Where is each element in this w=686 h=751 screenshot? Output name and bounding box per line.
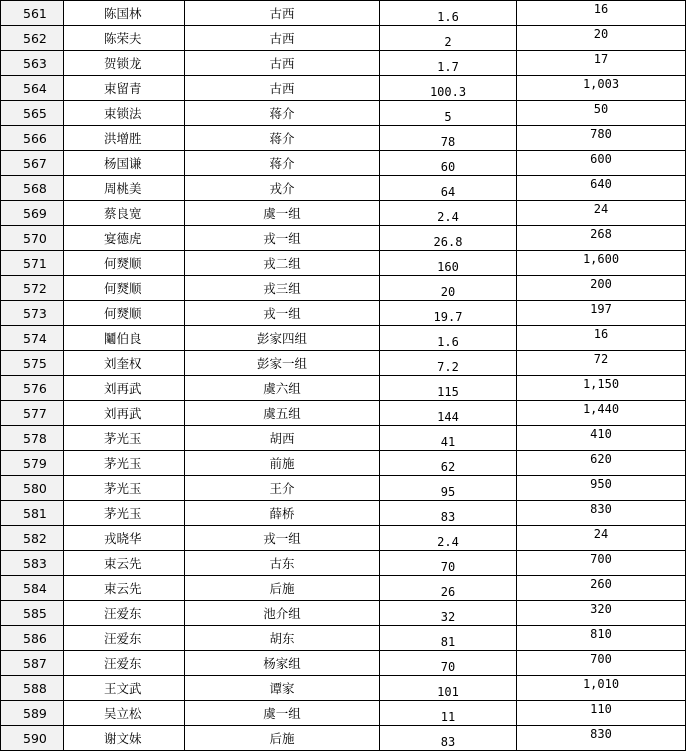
table-row: [1, 626, 686, 651]
area-value-cell: 101: [380, 676, 517, 701]
location-cell: 戎二组: [185, 251, 380, 276]
amount-value-cell: 600: [517, 151, 686, 176]
location-cell: 谭家: [185, 676, 380, 701]
row-number-cell: 577: [1, 401, 64, 426]
row-number-cell: 585: [1, 601, 64, 626]
amount-value-cell: 830: [517, 501, 686, 526]
row-number-cell: 571: [1, 251, 64, 276]
area-value-cell: 2: [380, 26, 517, 51]
amount-value-cell: 1,440: [517, 401, 686, 426]
row-number-cell: 570: [1, 226, 64, 251]
owner-name-cell: 蔡良宽: [64, 201, 185, 226]
location-cell: 虞六组: [185, 376, 380, 401]
owner-name-cell: 陈国林: [64, 1, 185, 26]
amount-value-cell: 620: [517, 451, 686, 476]
table-row: [1, 551, 686, 576]
amount-value-cell: 410: [517, 426, 686, 451]
location-cell: 胡西: [185, 426, 380, 451]
owner-name-cell: 汪爱东: [64, 651, 185, 676]
location-cell: 后施: [185, 576, 380, 601]
row-number-cell: 588: [1, 676, 64, 701]
table-row: [1, 526, 686, 551]
table-row: [1, 51, 686, 76]
area-value-cell: 2.4: [380, 201, 517, 226]
amount-value-cell: 268: [517, 226, 686, 251]
table-row: [1, 151, 686, 176]
row-number-cell: 576: [1, 376, 64, 401]
records-table-body: [1, 1, 686, 751]
table-row: [1, 176, 686, 201]
area-value-cell: 70: [380, 651, 517, 676]
row-number-cell: 578: [1, 426, 64, 451]
table-row: [1, 401, 686, 426]
amount-value-cell: 830: [517, 726, 686, 751]
row-number-cell: 587: [1, 651, 64, 676]
location-cell: 虞五组: [185, 401, 380, 426]
table-row: [1, 276, 686, 301]
location-cell: 古西: [185, 1, 380, 26]
location-cell: 前施: [185, 451, 380, 476]
amount-value-cell: 200: [517, 276, 686, 301]
owner-name-cell: 吴立松: [64, 701, 185, 726]
area-value-cell: 60: [380, 151, 517, 176]
area-value-cell: 144: [380, 401, 517, 426]
row-number-cell: 584: [1, 576, 64, 601]
row-number-cell: 574: [1, 326, 64, 351]
amount-value-cell: 20: [517, 26, 686, 51]
table-row: [1, 201, 686, 226]
owner-name-cell: 刘再武: [64, 401, 185, 426]
owner-name-cell: 陈荣夫: [64, 26, 185, 51]
owner-name-cell: 何燹顺: [64, 276, 185, 301]
owner-name-cell: 周桃美: [64, 176, 185, 201]
table-row: [1, 726, 686, 751]
table-row: [1, 451, 686, 476]
row-number-cell: 572: [1, 276, 64, 301]
table-row: [1, 576, 686, 601]
row-number-cell: 567: [1, 151, 64, 176]
table-row: [1, 501, 686, 526]
row-number-cell: 575: [1, 351, 64, 376]
amount-value-cell: 810: [517, 626, 686, 651]
amount-value-cell: 50: [517, 101, 686, 126]
owner-name-cell: 洪增胜: [64, 126, 185, 151]
area-value-cell: 41: [380, 426, 517, 451]
area-value-cell: 1.7: [380, 51, 517, 76]
row-number-cell: 568: [1, 176, 64, 201]
table-row: [1, 26, 686, 51]
amount-value-cell: 17: [517, 51, 686, 76]
area-value-cell: 78: [380, 126, 517, 151]
amount-value-cell: 1,600: [517, 251, 686, 276]
area-value-cell: 1.6: [380, 1, 517, 26]
owner-name-cell: 汪爱东: [64, 601, 185, 626]
owner-name-cell: 刘奎权: [64, 351, 185, 376]
location-cell: 戎一组: [185, 526, 380, 551]
location-cell: 蒋介: [185, 126, 380, 151]
owner-name-cell: 刘再武: [64, 376, 185, 401]
table-row: [1, 226, 686, 251]
location-cell: 古西: [185, 51, 380, 76]
row-number-cell: 589: [1, 701, 64, 726]
table-row: [1, 101, 686, 126]
row-number-cell: 566: [1, 126, 64, 151]
table-row: [1, 376, 686, 401]
location-cell: 胡东: [185, 626, 380, 651]
area-value-cell: 7.2: [380, 351, 517, 376]
area-value-cell: 100.3: [380, 76, 517, 101]
amount-value-cell: 197: [517, 301, 686, 326]
table-row: [1, 351, 686, 376]
amount-value-cell: 1,010: [517, 676, 686, 701]
location-cell: 古西: [185, 26, 380, 51]
location-cell: 虞一组: [185, 201, 380, 226]
area-value-cell: 1.6: [380, 326, 517, 351]
owner-name-cell: 束云先: [64, 551, 185, 576]
area-value-cell: 11: [380, 701, 517, 726]
area-value-cell: 26: [380, 576, 517, 601]
location-cell: 戎三组: [185, 276, 380, 301]
row-number-cell: 590: [1, 726, 64, 751]
amount-value-cell: 1,003: [517, 76, 686, 101]
area-value-cell: 2.4: [380, 526, 517, 551]
area-value-cell: 26.8: [380, 226, 517, 251]
table-row: [1, 676, 686, 701]
row-number-cell: 565: [1, 101, 64, 126]
table-row: [1, 326, 686, 351]
area-value-cell: 20: [380, 276, 517, 301]
table-row: [1, 601, 686, 626]
row-number-cell: 569: [1, 201, 64, 226]
owner-name-cell: 茅光玉: [64, 451, 185, 476]
location-cell: 戎介: [185, 176, 380, 201]
row-number-cell: 564: [1, 76, 64, 101]
table-row: [1, 476, 686, 501]
table-row: [1, 1, 686, 26]
amount-value-cell: 700: [517, 551, 686, 576]
row-number-cell: 580: [1, 476, 64, 501]
amount-value-cell: 24: [517, 201, 686, 226]
location-cell: 薛桥: [185, 501, 380, 526]
owner-name-cell: 茅光玉: [64, 476, 185, 501]
area-value-cell: 70: [380, 551, 517, 576]
location-cell: 杨家组: [185, 651, 380, 676]
amount-value-cell: 700: [517, 651, 686, 676]
location-cell: 蒋介: [185, 101, 380, 126]
area-value-cell: 32: [380, 601, 517, 626]
location-cell: 蒋介: [185, 151, 380, 176]
location-cell: 彭家四组: [185, 326, 380, 351]
location-cell: 王介: [185, 476, 380, 501]
owner-name-cell: 何燹顺: [64, 251, 185, 276]
table-row: [1, 76, 686, 101]
amount-value-cell: 780: [517, 126, 686, 151]
owner-name-cell: 茅光玉: [64, 426, 185, 451]
row-number-cell: 563: [1, 51, 64, 76]
area-value-cell: 95: [380, 476, 517, 501]
owner-name-cell: 谢文妹: [64, 726, 185, 751]
table-row: [1, 126, 686, 151]
location-cell: 古东: [185, 551, 380, 576]
location-cell: 戎一组: [185, 301, 380, 326]
owner-name-cell: 何燹顺: [64, 301, 185, 326]
owner-name-cell: 束留青: [64, 76, 185, 101]
amount-value-cell: 1,150: [517, 376, 686, 401]
row-number-cell: 562: [1, 26, 64, 51]
row-number-cell: 579: [1, 451, 64, 476]
location-cell: 古西: [185, 76, 380, 101]
location-cell: 戎一组: [185, 226, 380, 251]
row-number-cell: 573: [1, 301, 64, 326]
owner-name-cell: 汪爱东: [64, 626, 185, 651]
row-number-cell: 581: [1, 501, 64, 526]
location-cell: 后施: [185, 726, 380, 751]
table-row: [1, 701, 686, 726]
amount-value-cell: 16: [517, 326, 686, 351]
row-number-cell: 582: [1, 526, 64, 551]
owner-name-cell: 宴德虎: [64, 226, 185, 251]
area-value-cell: 62: [380, 451, 517, 476]
location-cell: 池介组: [185, 601, 380, 626]
owner-name-cell: 贺锁龙: [64, 51, 185, 76]
amount-value-cell: 260: [517, 576, 686, 601]
row-number-cell: 561: [1, 1, 64, 26]
area-value-cell: 160: [380, 251, 517, 276]
row-number-cell: 586: [1, 626, 64, 651]
amount-value-cell: 110: [517, 701, 686, 726]
area-value-cell: 83: [380, 726, 517, 751]
area-value-cell: 5: [380, 101, 517, 126]
area-value-cell: 115: [380, 376, 517, 401]
table-row: [1, 426, 686, 451]
owner-name-cell: 束云先: [64, 576, 185, 601]
area-value-cell: 81: [380, 626, 517, 651]
amount-value-cell: 320: [517, 601, 686, 626]
table-row: [1, 301, 686, 326]
table-row: [1, 251, 686, 276]
owner-name-cell: 王文武: [64, 676, 185, 701]
owner-name-cell: 戎晓华: [64, 526, 185, 551]
amount-value-cell: 640: [517, 176, 686, 201]
area-value-cell: 83: [380, 501, 517, 526]
amount-value-cell: 24: [517, 526, 686, 551]
amount-value-cell: 16: [517, 1, 686, 26]
location-cell: 虞一组: [185, 701, 380, 726]
owner-name-cell: 束锁法: [64, 101, 185, 126]
row-number-cell: 583: [1, 551, 64, 576]
location-cell: 彭家一组: [185, 351, 380, 376]
table-row: [1, 651, 686, 676]
owner-name-cell: 茅光玉: [64, 501, 185, 526]
amount-value-cell: 950: [517, 476, 686, 501]
amount-value-cell: 72: [517, 351, 686, 376]
area-value-cell: 19.7: [380, 301, 517, 326]
owner-name-cell: 鬮伯良: [64, 326, 185, 351]
owner-name-cell: 杨国谦: [64, 151, 185, 176]
area-value-cell: 64: [380, 176, 517, 201]
